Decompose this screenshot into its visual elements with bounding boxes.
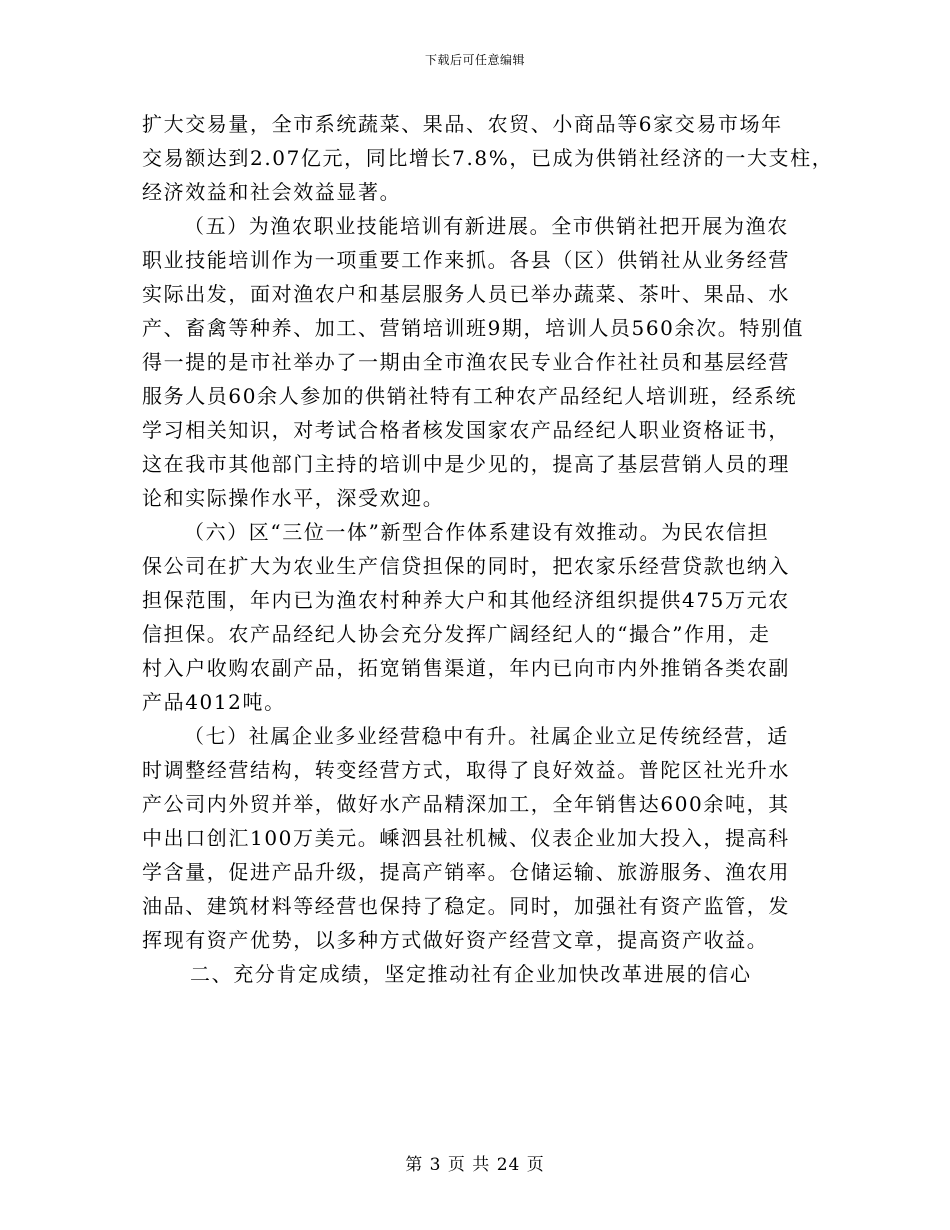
paragraph-first-line: （七）社属企业多业经营稳中有升。社属企业立足传统经营，适: [184, 724, 789, 748]
paragraph-line: 信担保。农产品经纪人协会充分发挥广阔经纪人的“撮合”作用，走: [142, 622, 771, 646]
paragraph-line: 论和实际操作水平，深受欢迎。: [142, 486, 445, 510]
paragraph-line: 扩大交易量，全市系统蔬菜、果品、农贸、小商品等6家交易市场年: [142, 112, 783, 136]
paragraph-line: 保公司在扩大为农业生产信贷担保的同时，把农家乐经营贷款也纳入: [142, 554, 790, 578]
paragraph-line: 挥现有资产优势，以多种方式做好资产经营文章，提高资产收益。: [142, 928, 769, 952]
page-header: 下载后可任意编辑: [424, 53, 525, 67]
paragraph-line: 交易额达到2.07亿元，同比增长7.8%，已成为供销社经济的一大支柱，: [142, 146, 834, 170]
paragraph-line: 经济效益和社会效益显著。: [142, 180, 402, 204]
section-heading: 二、充分肯定成绩，坚定推动社有企业加快改革进展的信心: [190, 962, 752, 986]
paragraph-line: 村入户收购农副产品，拓宽销售渠道，年内已向市内外推销各类农副: [142, 656, 790, 680]
paragraph-line: 服务人员60余人参加的供销社特有工种农产品经纪人培训班，经系统: [142, 384, 798, 408]
paragraph-line: 产、畜禽等种养、加工、营销培训班9期，培训人员560余次。特别值: [142, 316, 805, 340]
paragraph-line: 学习相关知识，对考试合格者核发国家农产品经纪人职业资格证书，: [142, 418, 790, 442]
paragraph-line: 职业技能培训作为一项重要工作来抓。各县（区）供销社从业务经营: [142, 248, 790, 272]
paragraph-line: 产公司内外贸并举，做好水产品精深加工，全年销售达600余吨，其: [142, 792, 790, 816]
paragraph-line: 油品、建筑材料等经营也保持了稳定。同时，加强社有资产监管，发: [142, 894, 790, 918]
paragraph-line: 得一提的是市社举办了一期由全市渔农民专业合作社社员和基层经营: [142, 350, 790, 374]
paragraph-first-line: （五）为渔农职业技能培训有新进展。全市供销社把开展为渔农: [184, 214, 789, 238]
paragraph-line: 产品4012吨。: [142, 690, 286, 714]
paragraph-line: 中出口创汇100万美元。嵊泗县社机械、仪表企业加大投入，提高科: [142, 826, 790, 850]
paragraph-line: 担保范围，年内已为渔农村种养大户和其他经济组织提供475万元农: [142, 588, 790, 612]
paragraph-line: 这在我市其他部门主持的培训中是少见的，提高了基层营销人员的理: [142, 452, 790, 476]
paragraph-line: 学含量，促进产品升级，提高产销率。仓储运输、旅游服务、渔农用: [142, 860, 790, 884]
page-number: 第 3 页 共 24 页: [405, 1155, 545, 1175]
paragraph-first-line: （六）区“三位一体”新型合作体系建设有效推动。为民农信担: [184, 520, 770, 544]
document-body: [142, 107, 834, 991]
paragraph-line: 实际出发，面对渔农户和基层服务人员已举办蔬菜、茶叶、果品、水: [142, 282, 790, 306]
paragraph-line: 时调整经营结构，转变经营方式，取得了良好效益。普陀区社光升水: [142, 758, 790, 782]
